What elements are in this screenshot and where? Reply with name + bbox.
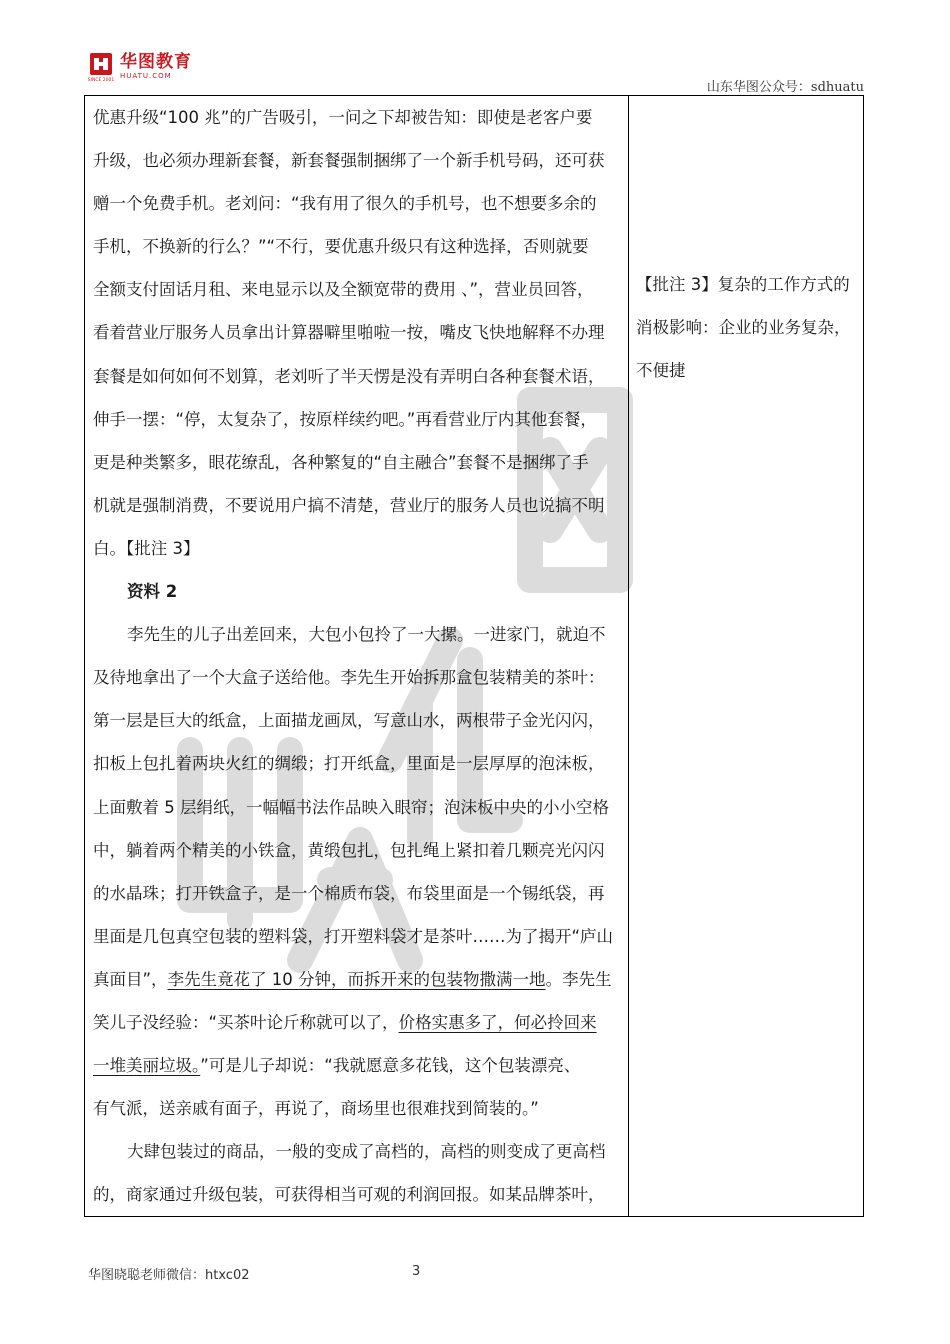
text-line: 升级，也必须办理新套餐，新套餐强制捆绑了一个新手机号码，还可获 [93, 151, 605, 171]
text-line: 大肆包装过的商品，一般的变成了高档的，高档的则变成了更高档 [127, 1142, 606, 1162]
text-line: 更是种类繁多，眼花缭乱，各种繁复的“自主融合”套餐不是捆绑了手 [93, 452, 589, 472]
huatu-logo-icon [88, 52, 114, 82]
text-line: 中，躺着两个精美的小铁盒，黄缎包扎，包扎绳上紧扣着几颗亮光闪闪 [93, 840, 605, 860]
section-title: 资料 2 [127, 582, 178, 602]
text-span: 笑儿子没经验：“买茶叶论斤称就可以了， [93, 1012, 399, 1032]
text-span: 。李先生 [545, 969, 612, 989]
text-line: 及待地拿出了一个大盒子送给他。李先生开始拆那盒包装精美的茶叶： [93, 668, 605, 688]
text-line: 全额支付固话月租、来电显示以及全额宽带的费用 、”，营业员回答， [93, 280, 594, 300]
document-table [84, 95, 864, 1217]
text-line: 李先生的儿子出差回来，大包小包拎了一大摞。一进家门，就迫不 [127, 625, 606, 645]
text-line [93, 1001, 621, 1044]
text-line: 优惠升级“100 兆”的广告吸引，一问之下却被告知：即使是老客户要 [93, 108, 593, 127]
logo-cn-text: 华图教育 [120, 52, 192, 72]
text-line: 第一层是巨大的纸盒，上面描龙画凤，写意山水，两根带子金光闪闪， [93, 711, 605, 731]
footer-teacher-wechat: 华图晓聪老师微信：htxc02 [88, 1268, 250, 1283]
text-line: 有气派，送亲戚有面子，再说了，商场里也很难找到简装的。” [93, 1099, 539, 1119]
underlined-text: 一堆美丽垃圾。 [93, 1056, 201, 1076]
text-line: 白。【批注 3】 [93, 538, 200, 558]
header-wechat-account: 山东华图公众号：sdhuatu [706, 80, 864, 95]
text-line: 手机，不换新的行么？”“不行，要优惠升级只有这种选择，否则就要 [93, 237, 589, 257]
huatu-logo [88, 50, 192, 84]
comment-column [636, 263, 860, 392]
column-divider [628, 96, 629, 1216]
text-line [93, 958, 621, 1001]
text-line: 上面敷着 5 层绢纸，一幅幅书法作品映入眼帘；泡沫板中央的小小空格 [93, 797, 609, 817]
text-line: 的，商家通过升级包装，可获得相当可观的利润回报。如某品牌茶叶， [93, 1185, 605, 1205]
text-line: 看着营业厅服务人员拿出计算器噼里啪啦一按，嘴皮飞快地解释不办理 [93, 323, 605, 343]
text-line: 的水晶珠；打开铁盒子，是一个棉质布袋，布袋里面是一个锡纸袋，再 [93, 883, 605, 903]
text-line: 赠一个免费手机。老刘问：“我有用了很久的手机号，也不想要多余的 [93, 194, 597, 214]
comment-line: 消极影响：企业的业务复杂， [636, 318, 851, 338]
text-line [93, 1044, 621, 1087]
page-number: 3 [412, 1264, 421, 1279]
text-line: 扣板上包扎着两块火红的绸缎；打开纸盒，里面是一层厚厚的泡沫板， [93, 754, 605, 774]
logo-en-text: HUATU.COM [120, 72, 172, 80]
text-line: 伸手一摆：“停，太复杂了，按原样续约吧。”再看营业厅内其他套餐， [93, 409, 597, 429]
underlined-text: 价格实惠多了，何必拎回来 [398, 1012, 597, 1032]
text-line: 套餐是如何如何不划算，老刘听了半天愣是没有弄明白各种套餐术语， [93, 366, 605, 386]
underlined-text: 李先生竟花了 10 分钟，而拆开来的包装物撒满一地 [167, 969, 546, 989]
text-span: ”可是儿子却说：“我就愿意多花钱，这个包装漂亮、 [200, 1056, 581, 1076]
logo-since-text: SINCE 2001 [88, 78, 114, 82]
text-span: 真面目”， [93, 969, 168, 989]
comment-line: 不便捷 [636, 361, 686, 381]
comment-line: 【批注 3】复杂的工作方式的 [636, 275, 850, 294]
text-line: 里面是几包真空包装的塑料袋，打开塑料袋才是茶叶……为了揭开“庐山 [93, 926, 614, 946]
main-text-column [93, 96, 621, 1216]
text-line: 机就是强制消费，不要说用户搞不清楚，营业厅的服务人员也说搞不明 [93, 495, 605, 515]
